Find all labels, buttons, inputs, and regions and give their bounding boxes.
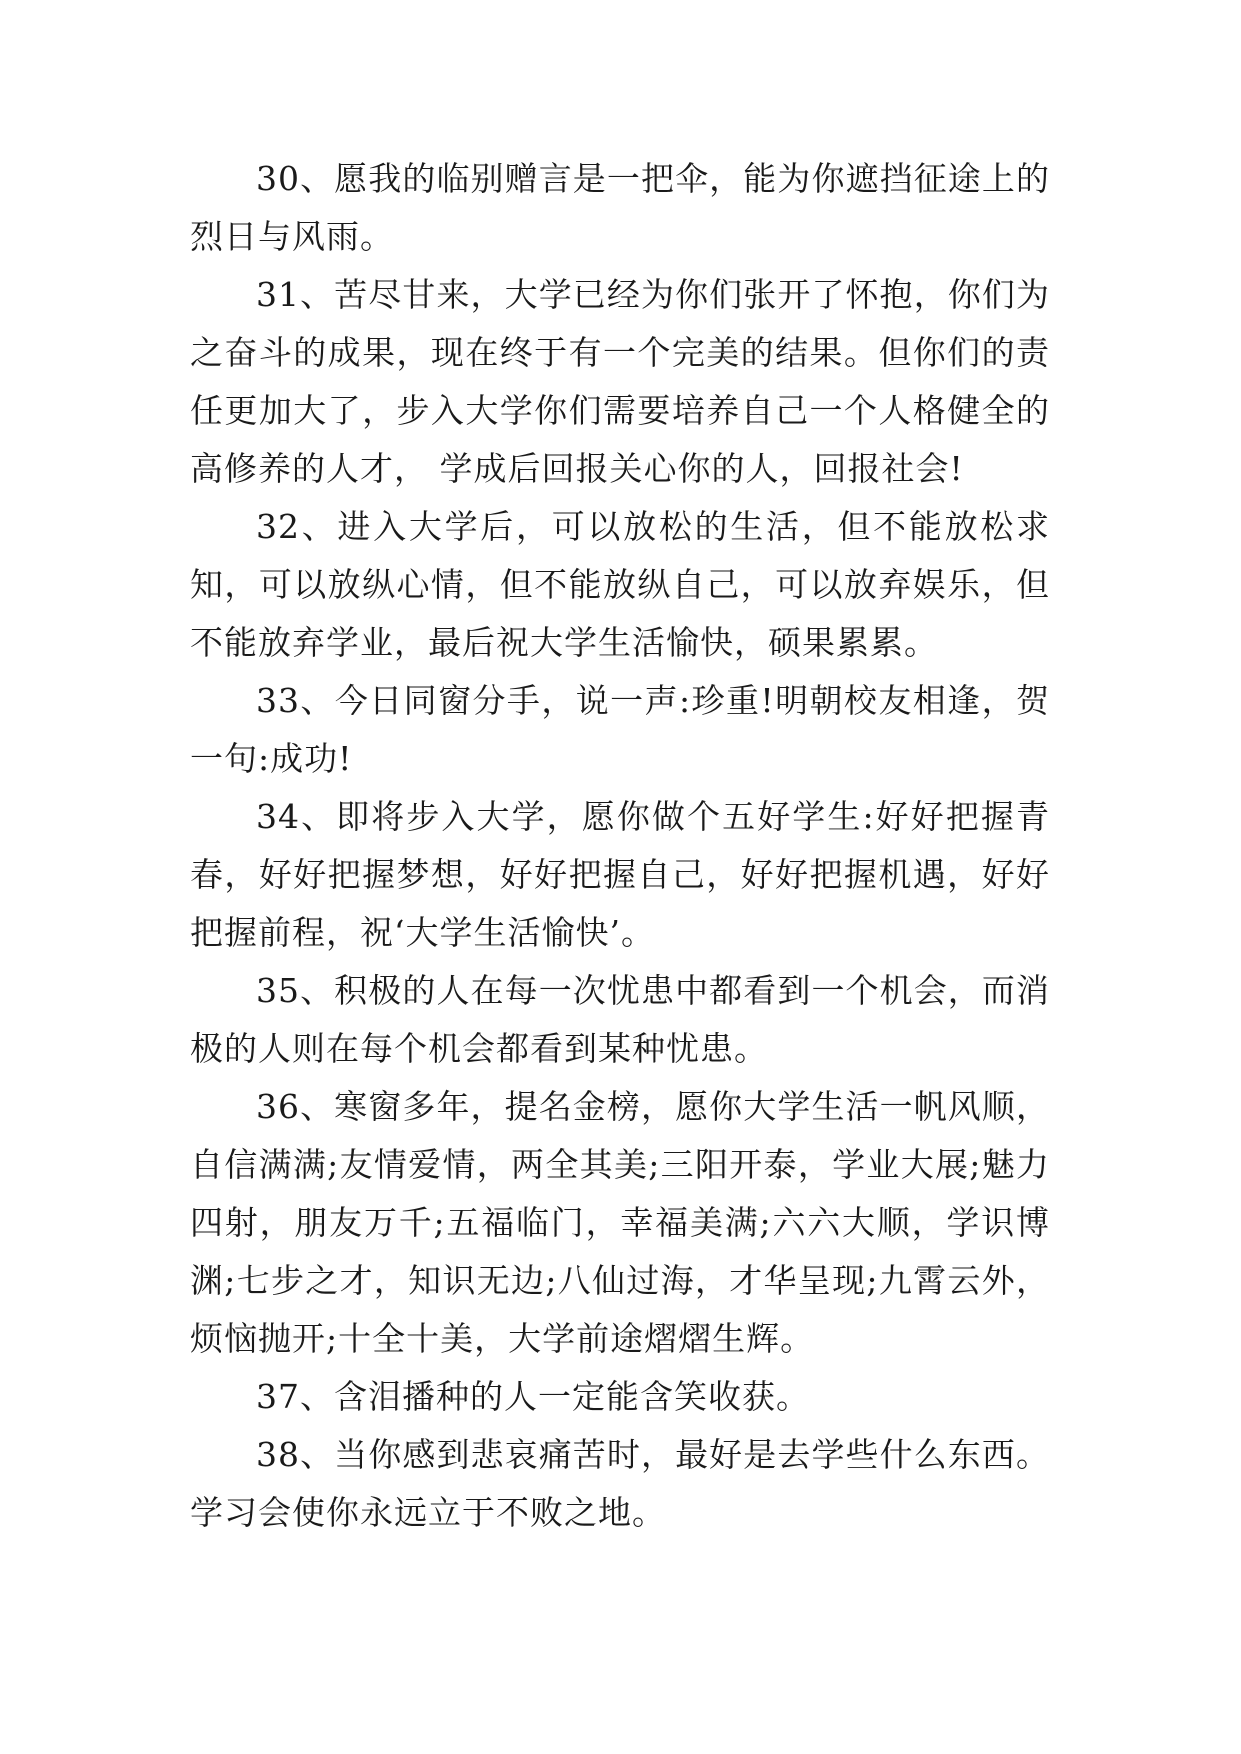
paragraph-36: 36、寒窗多年，提名金榜，愿你大学生活一帆风顺，自信满满;友情爱情，两全其美;三阳开泰，学业大展;魅力四射，朋友万千;五福临门，幸福美满;六六大顺，学识博渊;七步之才，知识无边;八仙过海，才华呈现;九霄云外，烦恼抛开;十全十美，大学前途熠熠生辉。 — [190, 1087, 1050, 1358]
paragraph-34: 34、即将步入大学，愿你做个五好学生:好好把握青春，好好把握梦想，好好把握自己，好好把握机遇，好好把握前程，祝‘大学生活愉快’。 — [190, 797, 1050, 952]
paragraph-37: 37、含泪播种的人一定能含笑收获。 — [256, 1377, 810, 1416]
paragraph-35: 35、积极的人在每一次忧患中都看到一个机会，而消极的人则在每个机会都看到某种忧患。 — [190, 971, 1050, 1068]
paragraph-33: 33、今日同窗分手，说一声:珍重!明朝校友相逢，贺一句:成功! — [190, 681, 1050, 778]
paragraph-30: 30、愿我的临别赠言是一把伞，能为你遮挡征途上的烈日与风雨。 — [190, 159, 1050, 256]
paragraph-38: 38、当你感到悲哀痛苦时，最好是去学些什么东西。学习会使你永远立于不败之地。 — [190, 1435, 1050, 1532]
paragraph-32: 32、进入大学后，可以放松的生活，但不能放松求知，可以放纵心情，但不能放纵自己，可以放弃娱乐，但不能放弃学业，最后祝大学生活愉快，硕果累累。 — [190, 507, 1050, 662]
document-page — [190, 150, 1050, 1542]
paragraph-31: 31、苦尽甘来，大学已经为你们张开了怀抱，你们为之奋斗的成果，现在终于有一个完美的结果。但你们的责任更加大了，步入大学你们需要培养自己一个人格健全的高修养的人才， 学成后回报关心你的人，回报社会! — [190, 275, 1050, 488]
